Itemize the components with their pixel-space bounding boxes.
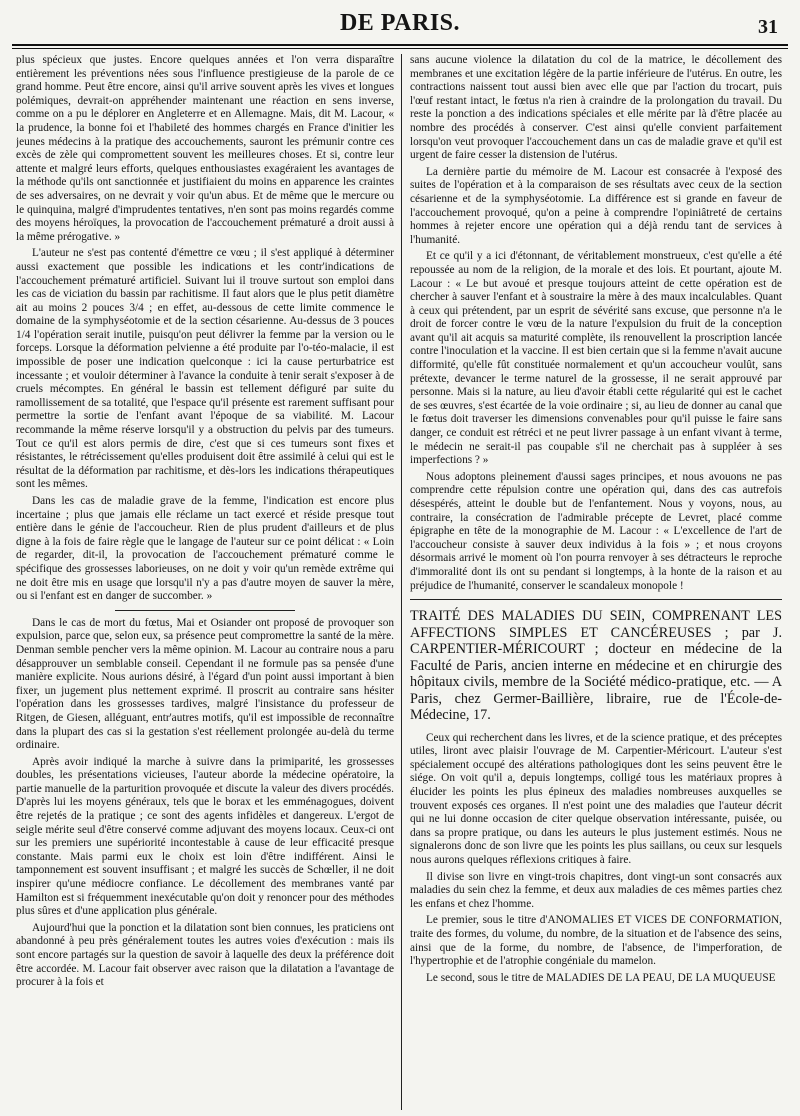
paragraph: L'auteur ne s'est pas contenté d'émettre ce vœu ; il s'est appliqué à déterminer aussi exactement que possible les indications et les contr'indications de l'accouchement prématuré artificiel. Suivant lui il trouve surtout son emploi dans les cas de viciation du bassin par rachitisme. Il faut alors que le plus petit diamètre ait au moins 2 pouces 3/4 ; en effet, au-dessous de cette limite commence le domaine de la symphyséotomie et de la section césarienne. Au-dessus de 3 pouces 1/4 l'opération serait inutile, puisqu'on peut délivrer la femme par la version ou le forceps. Lorsque la déformation pelvienne a été produite par l'o-téo-malacie, il est impossible de poser une indication quelconque : ici la cause perturbatrice est incessante ; et vouloir déterminer à l'avance la conduite à tenir serait s'exposer à de cruels mécomptes. En général le bassin est tellement défiguré par suite du ramollissement de sa totalité, que l'espace qu'il présente est rarement suffisant pour permettre la sortie de l'enfant avant l'époque de sa viabilité. M. Lacour recommande la même réserve lorsqu'il y a obstruction du pelvis par des tumeurs. Tout ce qu'il est alors permis de dire, c'est que si ces tumeurs sont fixes et résistantes, le rétrécissement qu'elles produisent doit être assimilé à celui qui est le résultat de la déformation par rachitisme, et dès-lors les indications thérapeutiques sont les mêmes. (16, 247, 394, 491)
review-paragraph: Ceux qui recherchent dans les livres, et de la science pratique, et des préceptes utiles, liront avec plaisir l'ouvrage de M. Carpentier-Méricourt. L'auteur s'est spécialement occupé des altérations pathologiques dont les seins peuvent être le siége. On voit qu'il a, depuis longtemps, colligé tous les matériaux propres à élucider les points les plus épineux des maladies nombreuses auxquelles se trouvent exposés ces organes. Il n'est point une des maladies que l'auteur décrit qui ne lui donne occasion de citer quelque observation intéressante, puisée, ou dans sa propre pratique, ou dans les auteurs le plus justement estimés. Nous ne signalerons donc de son livre que les points les plus saillans, ou ceux sur lesquels nous aurons quelques réflexions critiques à faire. (410, 731, 782, 866)
paragraph: Aujourd'hui que la ponction et la dilatation sont bien connues, les praticiens ont abandonné à peu près généralement toutes les autres voies d'exécution : mais ils sont encore partagés sur la question de savoir à laquelle des deux la préférence doit être accordée. M. Lacour fait observer avec raison que la dilatation a l'avantage de procurer à la fois et (16, 921, 394, 989)
review-paragraph: Le second, sous le titre de MALADIES DE LA PEAU, DE LA MUQUEUSE (426, 971, 776, 984)
review-heading: TRAITÉ DES MALADIES DU SEIN, COMPRENANT LES AFFECTIONS SIMPLES ET CANCÉREUSES ; par J. CARPENTIER-MÉRICOURT ; docteur en médecine de la Faculté de Paris, ancien interne en médecine et en chirurgie des hôpitaux civils, membre de la Société médico-pratique, etc. — A Paris, chez Germer-Baillière, libraire, rue de l'École-de-Médecine, 17. (410, 608, 782, 724)
paragraph: plus spécieux que justes. Encore quelques années et l'on verra disparaître entièrement les préventions nées sous l'influence prestigieuse de la parole de ce grand homme. Peut être encore, ainsi qu'il arrive souvent après les vives et longues polémiques, devrait-on appréhender maintenant une réaction en sens inverse, comme on a pu le déplorer en Angleterre et en Allemagne. Mais, dit M. Lacour, « la prudence, la bonne foi et l'habileté des hommes chargés en France d'initier les jeunes médecins à la pratique des accouchements, sauront les prémunir contre ces excès de zèle qui compromettent souvent les meilleures choses. Et si, contre leur attente et malgré leurs efforts, quelques enthousiastes exagéraient les avantages de la méthode qu'ils ont sanctionnée et justifiaient du moins en apparence les craintes de ses adversaires, on ne devrait y voir qu'un abus. Et de même que le mercure ou le quinquina, malgré d'imprudentes tentatives, n'en sont pas moins regardés comme des moyens héroïques, la provocation de l'accouchement prématuré a droit aussi à la même prérogative. » (16, 54, 394, 243)
page-header (0, 10, 800, 46)
page-number: 31 (758, 16, 778, 38)
paragraph: sans aucune violence la dilatation du col de la matrice, le décollement des membranes et une excitation légère de la partie inférieure de l'utérus. En outre, les contractions naissent tout aussi bien avec elle que par l'action du trocart, puis l'œuf restant intact, le fœtus n'a rien à craindre de la prolongation du travail. Du reste la ponction a des indications spéciales et elle mérite par là d'être placée au nombre des procédés à conserver. C'est ainsi qu'elle convient parfaitement lorsqu'on veut provoquer l'accouchement dans un cas de maladie grave et qu'il est urgent de faire cesser la distension de l'utérus. (410, 54, 782, 162)
review-paragraph: Il divise son livre en vingt-trois chapitres, dont vingt-un sont consacrés aux maladies du sein chez la femme, et deux aux maladies de ces mêmes parties chez les enfans et chez l'homme. (410, 870, 782, 910)
paragraph: Nous adoptons pleinement d'aussi sages principes, et nous avouons ne pas comprendre cette répulsion contre une opération qui, dans des cas autrefois désespérés, atteint le double but de l'enfantement. Nous y voyons, nous, au contraire, la consécration de l'admirable précepte de Levret, placé comme épigraphe en tête de la monographie de M. Lacour : « L'excellence de l'art de l'accoucheur consiste à sauver deux individus à la fois » ; et nous croyons désormais arrivé le moment où l'on pourra renvoyer à ses détracteurs le reproche d'immoralité dont ils ont su pendant si longtemps, à la honte de la raison et au préjudice de l'humanité, conserver le scandaleux monopole ! (410, 470, 782, 592)
paragraph: Après avoir indiqué la marche à suivre dans la primiparité, les grossesses doubles, les présentations vicieuses, l'auteur aborde la médecine opératoire, la partie manuelle de la parturition provoquée et discute la valeur des divers procédés. D'après lui les moyens généraux, tels que le borax et les emménagogues, doivent être rejetés de la pratique ; ce sont des agents infidèles et dangereux. L'ergot de seigle mérite seul d'être conservé comme adjuvant des moyens locaux. Ceux-ci ont sur les premiers une supériorité incontestable à cause de leur efficacité presque constante. Mais parmi eux le choix est loin d'être indifférent. Ainsi le tamponnement est souvent insuffisant ; et malgré les succès de Schœller, il ne doit inspirer qu'une médiocre confiance. Le décollement des membranes vanté par Hamilton est si fréquemment inexécutable qu'on doit y renoncer pour des méthodes plus sûres et d'une application plus générale. (16, 755, 394, 918)
paragraph: Dans le cas de mort du fœtus, Mai et Osiander ont proposé de provoquer son expulsion, parce que, selon eux, sa présence peut compromettre la santé de la mère. Denman semble pencher vers la même opinion. M. Lacour au contraire nous a paru désapprouver un semblable conseil. Cependant il ne formule pas sa pensée d'une manière explicite. Nous aurions désiré, à l'égard d'un point aussi important à bien fixer, un jugement plus nettement exprimé. Il proscrit au contraire sans hésiter l'opération dans les grossesses tardives, malgré l'insistance du professeur de Ritgen, de Giesen, alléguant, entr'autres motifs, qu'il est impossible de reconnaître dans la plupart des cas si la gestation s'est réellement prolongée au-delà du terme ordinaire. (16, 616, 394, 752)
right-column (410, 54, 782, 1110)
review-paragraph: Le premier, sous le titre d'ANOMALIES ET VICES DE CONFORMATION, traite des formes, du volume, du nombre, de la situation et de l'absence des seins, ainsi que de la forme, du nombre, de l'absence, de l'imperforation, de l'hypertrophie et de l'atrophie congéniale du mamelon. (410, 914, 782, 968)
left-column (16, 54, 394, 1110)
header-rule-thin (12, 48, 788, 49)
running-title: DE PARIS. (339, 10, 461, 36)
section-divider (115, 610, 295, 611)
column-divider (401, 54, 402, 1110)
review-divider (410, 599, 782, 600)
paragraph: La dernière partie du mémoire de M. Lacour est consacrée à l'exposé des suites de l'opération et à la comparaison de ses résultats avec ceux de la section césarienne et de la symphyséotomie. La différence est si grande en faveur de l'accouchement provoqué, qu'on a peine à comprendre l'opiniâtreté de certains hommes à rejeter encore une opération qui a déjà rendu tant de services à l'humanité. (410, 165, 782, 246)
paragraph: Et ce qu'il y a ici d'étonnant, de véritablement monstrueux, c'est qu'elle a été repoussée au nom de la religion, de la morale et des lois. Et pourtant, ajoute M. Lacour : « Le but avoué et presque toujours atteint de cette opération est de chercher à sauver l'enfant et à soustraire la mère à des maux incalculables. Quant à ceux qui prétendent, par un esprit de sévérité sans excuse, que personne n'a le droit de forcer contre le vœu de la nature l'expulsion du fruit de la conception avant qu'il ait acquis sa maturité complète, ils renouvellent la proscription lancée contre l'inoculation et la vaccine. Il est bien certain que si la femme n'avait aucune difformité, qu'elle fût constituée normalement et qu'un accoucheur voulût, sans prétexte, devancer le terme naturel de la grossesse, il ne serait approuvé par personne. Mais si la nature, au lieu d'avoir établi cette régularité qui est le cachet de ses œuvres, s'est écartée de la voie ordinaire ; si, au lieu de donner au canal que le fœtus doit traverser les dimensions convenables pour qu'il puisse le faire sans danger, ce conduit est rétréci et ne peut livrer passage à un enfant vivant à terme, le médecin ne serait-il pas coupable s'il ne cherchait pas à suppléer à ses imperfections ? » (410, 250, 782, 467)
header-rule (12, 44, 788, 46)
paragraph: Dans les cas de maladie grave de la femme, l'indication est encore plus incertaine ; plus que jamais elle réclame un tact exercé et réside presque tout entière dans le génie de l'accoucheur. Rien de plus prudent d'ailleurs et de plus digne à la fois de faire règle que le langage de l'auteur sur ce point délicat : « Loin de regarder, dit-il, la provocation de l'accouchement prématuré comme le spécifique des grossesses laborieuses, on ne doit y voir qu'un remède extrême qui ne doit être mis en usage que lorsqu'il n'y a pas d'autre moyen de sauver la mère, ou si l'enfant est en danger de succomber. » (16, 495, 394, 603)
